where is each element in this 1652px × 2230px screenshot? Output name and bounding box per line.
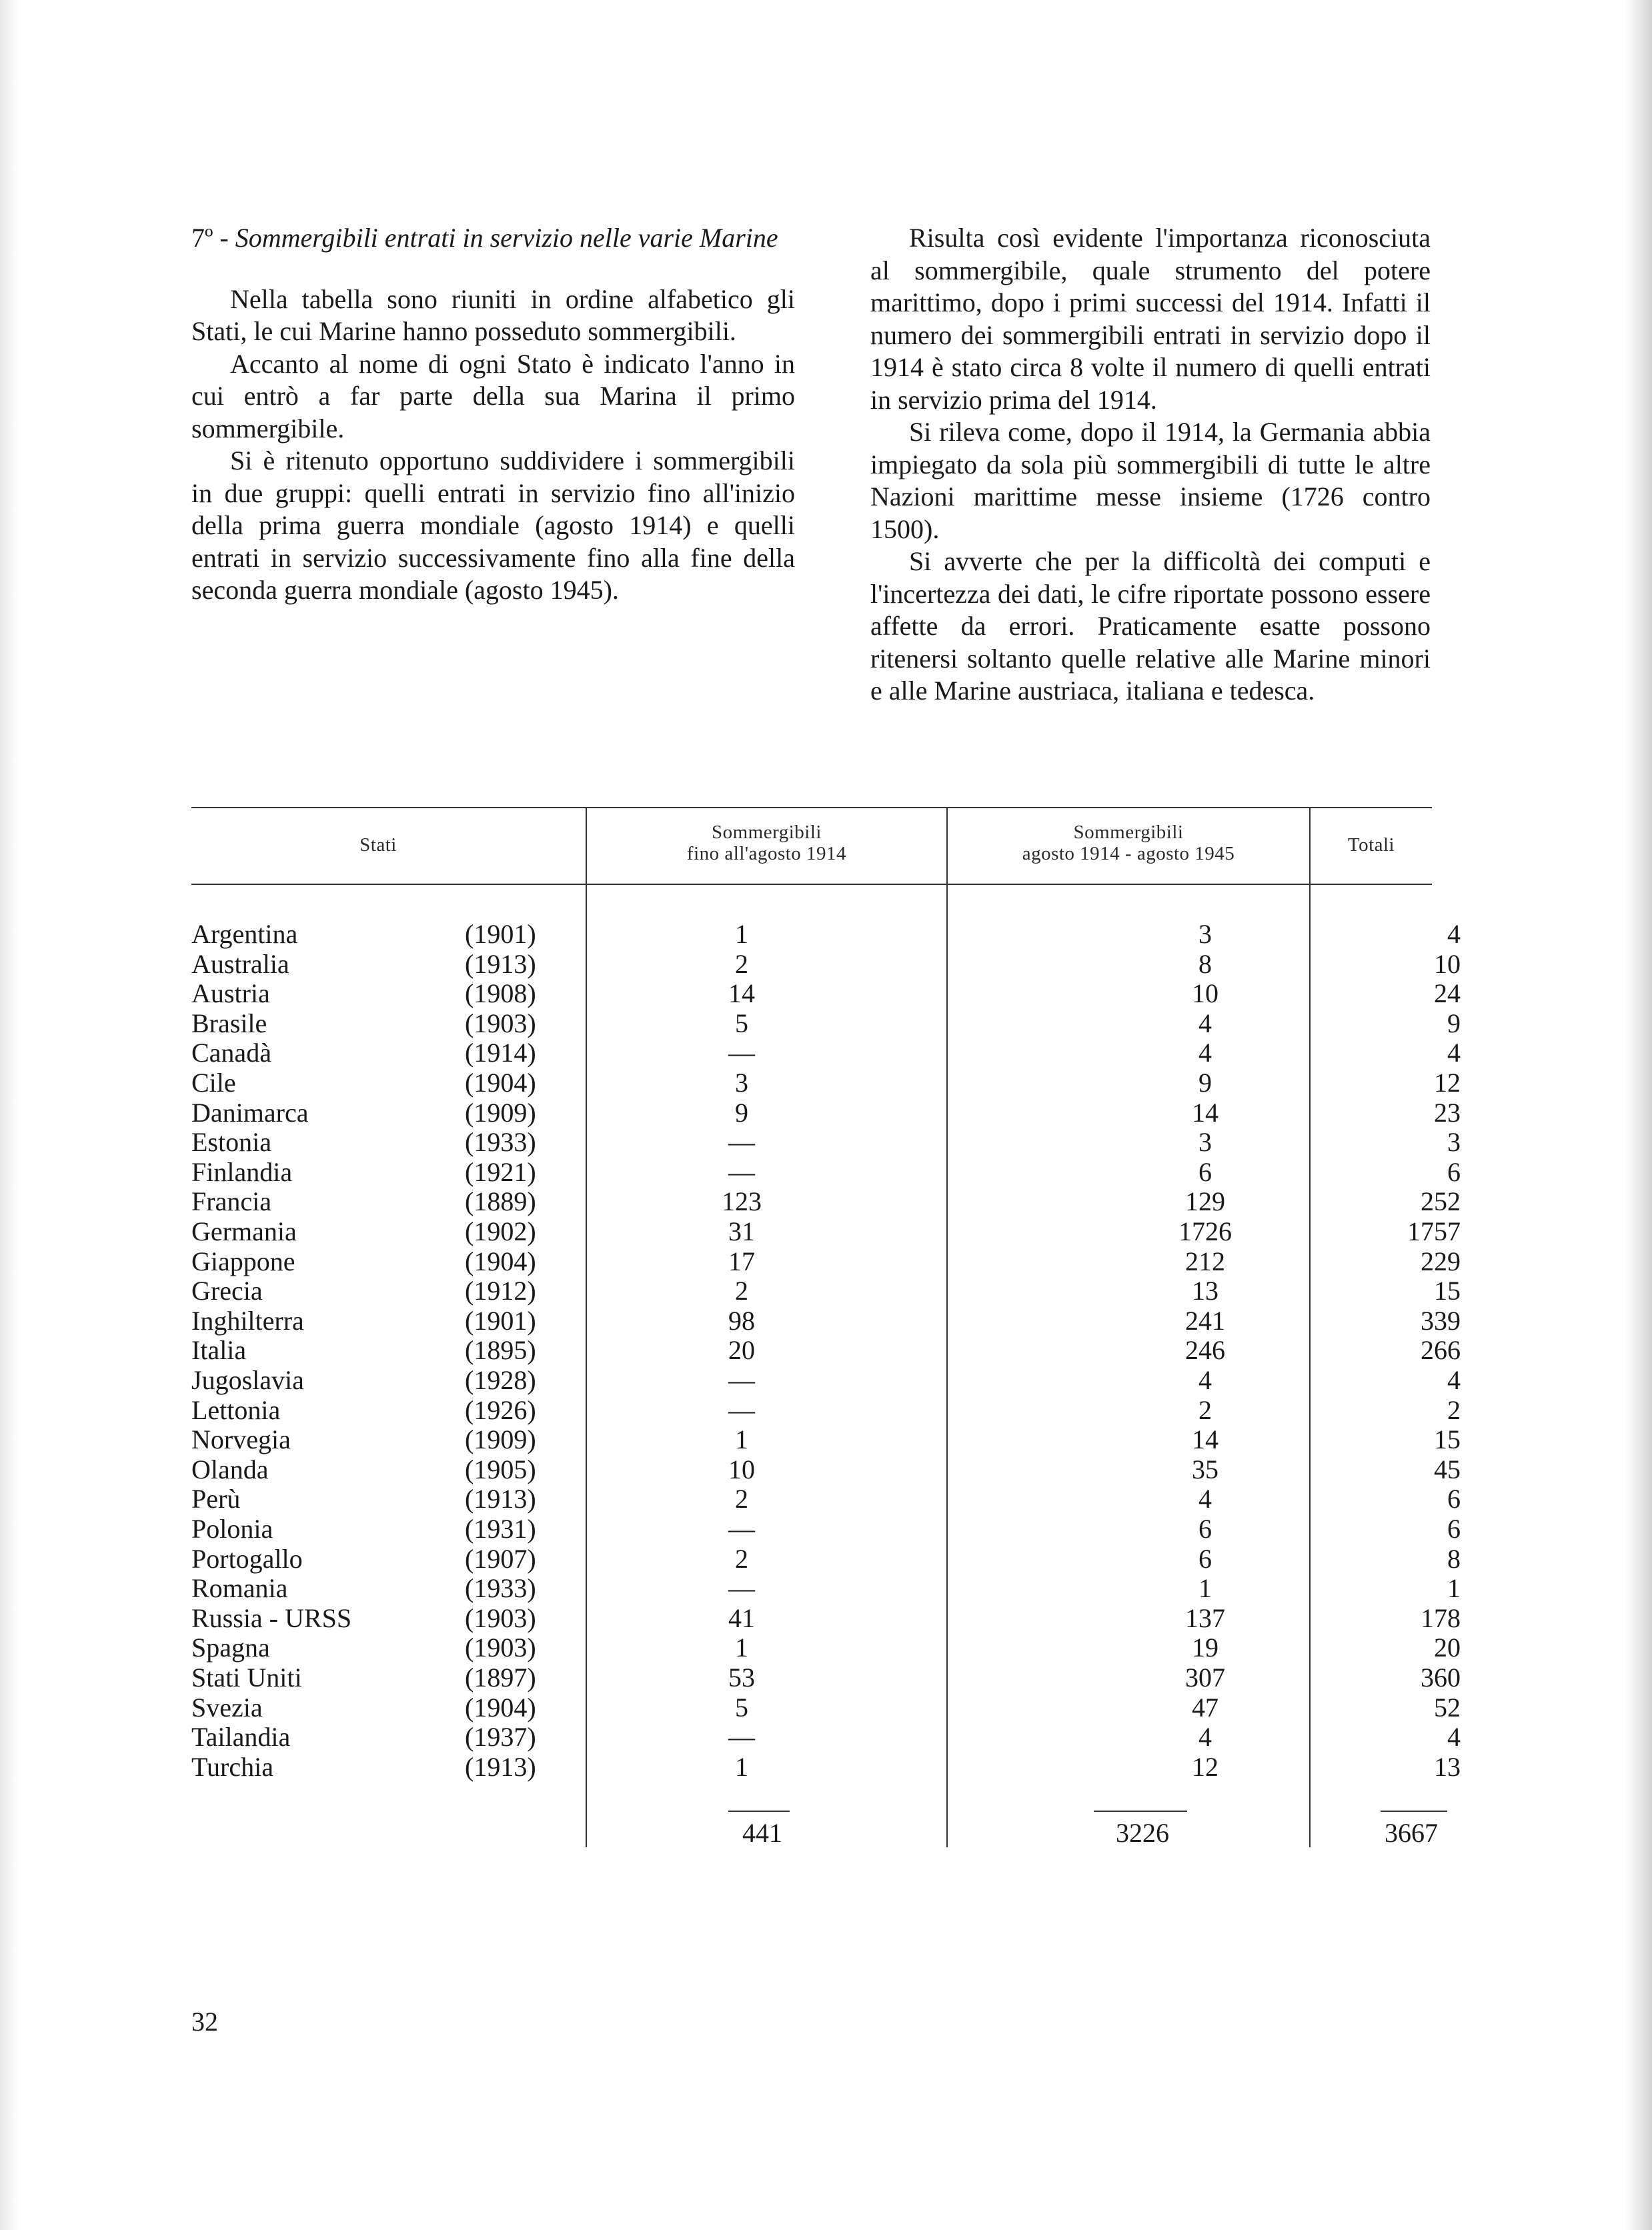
count-before-1914: 123 <box>722 1186 762 1217</box>
scan-edge-left <box>0 0 19 2230</box>
table-row <box>191 1365 1459 1395</box>
country-name: Francia <box>191 1186 271 1217</box>
paragraph: Si avverte che per la difficoltà dei computi e l'incertezza dei dati, le cifre riportate possono essere affette da errori. Praticamente esatte possono ritenersi soltanto quelle relative alle Marine minori e alle Marine austriaca, italiana e tedesca. <box>870 546 1431 706</box>
table-row <box>191 1454 1459 1484</box>
count-before-1914: 31 <box>728 1216 755 1246</box>
count-total: 23 <box>1434 1097 1461 1128</box>
count-after-1914: 10 <box>1192 978 1218 1009</box>
first-year: (1904) <box>465 1068 536 1098</box>
country-name: Spagna <box>191 1632 270 1663</box>
table-row <box>191 1752 1459 1782</box>
country-name: Turchia <box>191 1751 273 1782</box>
count-after-1914: 1 <box>1198 1573 1212 1604</box>
count-before-1914: — <box>728 1156 755 1187</box>
count-before-1914: — <box>728 1365 755 1395</box>
first-year: (1908) <box>465 978 536 1009</box>
first-year: (1914) <box>465 1038 536 1068</box>
country-name: Norvegia <box>191 1424 291 1455</box>
count-total: 20 <box>1434 1632 1461 1663</box>
country-name: Estonia <box>191 1127 271 1158</box>
first-year: (1904) <box>465 1692 536 1723</box>
count-after-1914: 3 <box>1198 1127 1212 1158</box>
country-name: Giappone <box>191 1246 295 1276</box>
table-row <box>191 1127 1459 1157</box>
first-year: (1902) <box>465 1216 536 1246</box>
paragraph: Accanto al nome di ogni Stato è indicato l'anno in cui entrò a far parte della sua Marina il primo sommergibile. <box>191 348 795 443</box>
count-after-1914: 8 <box>1198 948 1212 979</box>
country-name: Brasile <box>191 1008 267 1038</box>
country-name: Grecia <box>191 1276 263 1306</box>
first-year: (1931) <box>465 1514 536 1544</box>
total-before: 441 <box>742 1818 782 1848</box>
count-total: 1757 <box>1407 1216 1461 1246</box>
table-row <box>191 1098 1459 1128</box>
count-after-1914: 14 <box>1192 1424 1218 1455</box>
count-total: 45 <box>1434 1454 1461 1484</box>
first-year: (1909) <box>465 1097 536 1128</box>
left-text-column <box>191 222 795 607</box>
section-heading <box>191 222 795 255</box>
header-bottom-rule <box>191 884 1432 885</box>
count-before-1914: — <box>728 1394 755 1425</box>
count-total: 24 <box>1434 978 1461 1009</box>
paragraph: Si rileva come, dopo il 1914, la Germania abbia impiegato da sola più sommergibili di tutte le altre Nazioni marittime messe insieme (1726 contro 1500). <box>870 417 1431 544</box>
first-year: (1909) <box>465 1424 536 1455</box>
first-year: (1926) <box>465 1394 536 1425</box>
count-before-1914: 2 <box>735 1484 748 1514</box>
first-year: (1907) <box>465 1543 536 1574</box>
count-before-1914: 2 <box>735 1543 748 1574</box>
table-row <box>191 1068 1459 1098</box>
country-name: Inghilterra <box>191 1305 304 1336</box>
paragraph: Risulta così evidente l'importanza riconosciuta al sommergibile, quale strumento del potere marittimo, dopo i primi successi del 1914. Infatti il numero dei sommergibili entrati in servizio dopo il 1914 è stato circa 8 volte il numero di quelli entrati in servizio prima del 1914. <box>870 223 1431 415</box>
count-after-1914: 246 <box>1185 1335 1225 1366</box>
table-row <box>191 1246 1459 1276</box>
count-total: 13 <box>1434 1751 1461 1782</box>
country-name: Russia - URSS <box>191 1602 352 1633</box>
page-number: 32 <box>191 2007 218 2037</box>
table-row <box>191 1632 1459 1662</box>
first-year: (1903) <box>465 1632 536 1663</box>
country-name: Canadà <box>191 1038 271 1068</box>
first-year: (1901) <box>465 1305 536 1336</box>
count-total: 4 <box>1447 919 1461 949</box>
count-after-1914: 1726 <box>1178 1216 1232 1246</box>
count-total: 229 <box>1421 1246 1461 1276</box>
table-row <box>191 1722 1459 1752</box>
count-after-1914: 6 <box>1198 1156 1212 1187</box>
paragraph: Nella tabella sono riuniti in ordine alfabetico gli Stati, le cui Marine hanno posseduto sommergibili. <box>191 283 795 346</box>
count-before-1914: 5 <box>735 1692 748 1723</box>
count-total: 9 <box>1447 1008 1461 1038</box>
table-row <box>191 1484 1459 1514</box>
count-after-1914: 2 <box>1198 1394 1212 1425</box>
header-line: Sommergibili <box>712 822 822 843</box>
table-row <box>191 1395 1459 1425</box>
count-after-1914: 212 <box>1185 1246 1225 1276</box>
first-year: (1897) <box>465 1662 536 1693</box>
country-name: Perù <box>191 1484 241 1514</box>
count-after-1914: 129 <box>1185 1186 1225 1217</box>
count-before-1914: 10 <box>728 1454 755 1484</box>
first-year: (1895) <box>465 1335 536 1366</box>
country-name: Jugoslavia <box>191 1365 304 1395</box>
table-row <box>191 1276 1459 1306</box>
count-total: 252 <box>1421 1186 1461 1217</box>
count-before-1914: 3 <box>735 1068 748 1098</box>
count-total: 4 <box>1447 1365 1461 1395</box>
first-year: (1889) <box>465 1186 536 1217</box>
count-after-1914: 307 <box>1185 1662 1225 1693</box>
count-before-1914: 17 <box>728 1246 755 1276</box>
country-name: Argentina <box>191 919 298 949</box>
count-after-1914: 14 <box>1192 1097 1218 1128</box>
first-year: (1933) <box>465 1573 536 1604</box>
header-before-1914 <box>587 822 946 864</box>
count-total: 1 <box>1447 1573 1461 1604</box>
table-row <box>191 1186 1459 1216</box>
count-after-1914: 137 <box>1185 1602 1225 1633</box>
country-name: Italia <box>191 1335 247 1366</box>
country-name: Romania <box>191 1573 288 1604</box>
count-after-1914: 4 <box>1198 1365 1212 1395</box>
count-total: 4 <box>1447 1722 1461 1753</box>
first-year: (1901) <box>465 919 536 949</box>
count-before-1914: — <box>728 1038 755 1068</box>
country-name: Lettonia <box>191 1394 281 1425</box>
table-row <box>191 1662 1459 1693</box>
count-after-1914: 4 <box>1198 1038 1212 1068</box>
count-total: 15 <box>1434 1424 1461 1455</box>
count-before-1914: 14 <box>728 978 755 1009</box>
country-name: Danimarca <box>191 1097 309 1128</box>
table-row <box>191 1424 1459 1454</box>
count-total: 178 <box>1421 1602 1461 1633</box>
count-total: 52 <box>1434 1692 1461 1723</box>
count-after-1914: 47 <box>1192 1692 1218 1723</box>
count-after-1914: 6 <box>1198 1514 1212 1544</box>
country-name: Stati Uniti <box>191 1662 302 1693</box>
table-row <box>191 919 1459 949</box>
country-name: Svezia <box>191 1692 263 1723</box>
table-row <box>191 949 1459 979</box>
table-row <box>191 1157 1459 1187</box>
country-name: Germania <box>191 1216 297 1246</box>
country-name: Finlandia <box>191 1156 293 1187</box>
first-year: (1905) <box>465 1454 536 1484</box>
country-name: Cile <box>191 1068 236 1098</box>
header-totali: Totali <box>1347 834 1395 856</box>
count-total: 12 <box>1434 1068 1461 1098</box>
table-row <box>191 978 1459 1008</box>
count-before-1914: 2 <box>735 948 748 979</box>
count-after-1914: 35 <box>1192 1454 1218 1484</box>
scan-edge-right <box>1625 0 1652 2230</box>
count-before-1914: 41 <box>728 1602 755 1633</box>
country-name: Portogallo <box>191 1543 303 1574</box>
count-total: 339 <box>1421 1305 1461 1336</box>
header-line: agosto 1914 - agosto 1945 <box>1022 843 1235 864</box>
count-total: 8 <box>1447 1543 1461 1574</box>
count-total: 360 <box>1421 1662 1461 1693</box>
count-after-1914: 13 <box>1192 1276 1218 1306</box>
count-after-1914: 4 <box>1198 1722 1212 1753</box>
country-name: Polonia <box>191 1514 273 1544</box>
count-before-1914: 53 <box>728 1662 755 1693</box>
first-year: (1928) <box>465 1365 536 1395</box>
count-after-1914: 3 <box>1198 919 1212 949</box>
count-total: 266 <box>1421 1335 1461 1366</box>
header-line: fino all'agosto 1914 <box>686 843 847 864</box>
first-year: (1903) <box>465 1602 536 1633</box>
table-top-rule <box>191 807 1432 808</box>
count-before-1914: — <box>728 1573 755 1604</box>
table-row <box>191 1544 1459 1574</box>
count-before-1914: — <box>728 1722 755 1753</box>
first-year: (1913) <box>465 1751 536 1782</box>
subtotal-rule <box>728 1811 790 1812</box>
count-total: 4 <box>1447 1038 1461 1068</box>
count-before-1914: 98 <box>728 1305 755 1336</box>
subtotal-rule <box>1094 1811 1187 1812</box>
first-year: (1933) <box>465 1127 536 1158</box>
count-before-1914: — <box>728 1127 755 1158</box>
country-name: Australia <box>191 948 289 979</box>
count-after-1914: 4 <box>1198 1484 1212 1514</box>
country-name: Austria <box>191 978 270 1009</box>
first-year: (1903) <box>465 1008 536 1038</box>
count-after-1914: 4 <box>1198 1008 1212 1038</box>
right-text-column <box>870 222 1431 708</box>
count-total: 15 <box>1434 1276 1461 1306</box>
country-name: Tailandia <box>191 1722 291 1753</box>
table-row <box>191 1603 1459 1633</box>
count-before-1914: 20 <box>728 1335 755 1366</box>
count-before-1914: 1 <box>735 1751 748 1782</box>
count-after-1914: 9 <box>1198 1068 1212 1098</box>
country-name: Olanda <box>191 1454 269 1484</box>
first-year: (1937) <box>465 1722 536 1753</box>
first-year: (1921) <box>465 1156 536 1187</box>
count-total: 6 <box>1447 1484 1461 1514</box>
header-stati: Stati <box>359 834 397 856</box>
count-before-1914: 1 <box>735 1632 748 1663</box>
paragraph: Si è ritenuto opportuno suddividere i sommergibili in due gruppi: quelli entrati in servizio fino all'inizio della prima guerra mondiale (agosto 1914) e quelli entrati in servizio successivamente fino alla fine della seconda guerra mondiale (agosto 1945). <box>191 445 795 605</box>
count-total: 6 <box>1447 1514 1461 1544</box>
count-before-1914: 2 <box>735 1276 748 1306</box>
table-row <box>191 1573 1459 1603</box>
count-before-1914: 1 <box>735 1424 748 1455</box>
count-total: 6 <box>1447 1156 1461 1187</box>
count-total: 10 <box>1434 948 1461 979</box>
first-year: (1913) <box>465 948 536 979</box>
count-before-1914: 9 <box>735 1097 748 1128</box>
first-year: (1912) <box>465 1276 536 1306</box>
table-row <box>191 1693 1459 1723</box>
first-year: (1913) <box>465 1484 536 1514</box>
table-row <box>191 1038 1459 1068</box>
total-after: 3226 <box>1116 1818 1169 1848</box>
count-after-1914: 12 <box>1192 1751 1218 1782</box>
total-grand: 3667 <box>1385 1818 1438 1848</box>
count-total: 3 <box>1447 1127 1461 1158</box>
header-line: Sommergibili <box>1073 822 1184 843</box>
count-after-1914: 241 <box>1185 1305 1225 1336</box>
table-row <box>191 1216 1459 1246</box>
table-row <box>191 1008 1459 1038</box>
count-after-1914: 19 <box>1192 1632 1218 1663</box>
count-before-1914: 5 <box>735 1008 748 1038</box>
count-before-1914: — <box>728 1514 755 1544</box>
count-after-1914: 6 <box>1198 1543 1212 1574</box>
section-number: 7º <box>191 223 213 253</box>
first-year: (1904) <box>465 1246 536 1276</box>
section-title: - Sommergibili entrati in servizio nelle varie Marine <box>219 223 778 253</box>
table-row <box>191 1306 1459 1336</box>
subtotal-rule <box>1381 1811 1447 1812</box>
header-after-1914 <box>948 822 1309 864</box>
table-row <box>191 1335 1459 1365</box>
count-total: 2 <box>1447 1394 1461 1425</box>
count-before-1914: 1 <box>735 919 748 949</box>
table-row <box>191 1514 1459 1544</box>
